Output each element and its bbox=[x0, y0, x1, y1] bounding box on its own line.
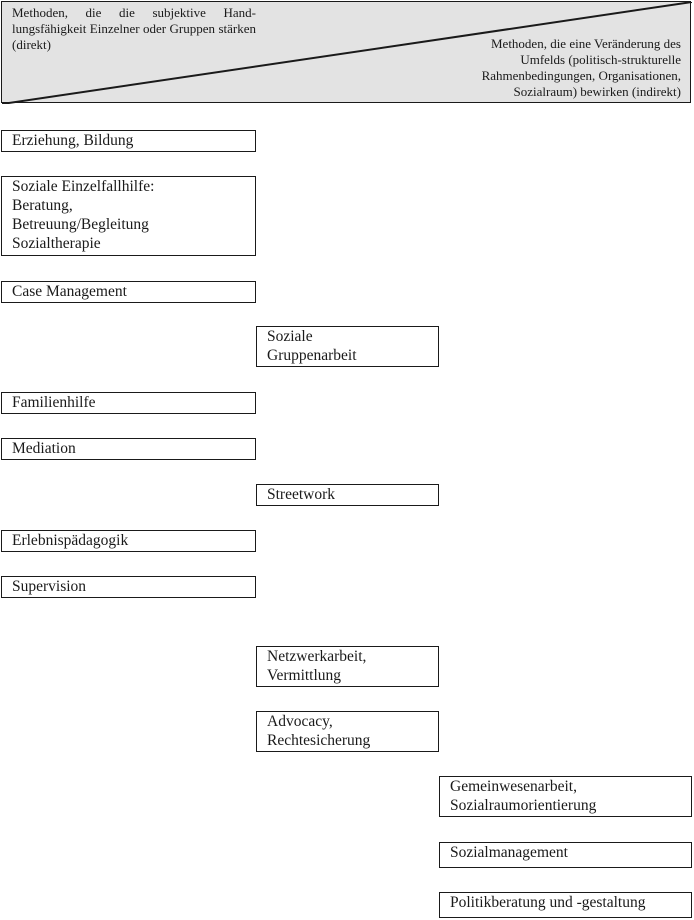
method-label: Soziale bbox=[267, 328, 313, 345]
method-label: Rechtesicherung bbox=[267, 732, 371, 749]
method-label: Familienhilfe bbox=[12, 394, 96, 411]
method-label: Sozialtherapie bbox=[12, 235, 101, 252]
method-label: Streetwork bbox=[267, 486, 336, 503]
method-label: Mediation bbox=[12, 440, 76, 457]
method-label: Politikberatung und -gestaltung bbox=[450, 894, 646, 911]
method-box-erlebnispaedagogik bbox=[1, 530, 256, 552]
method-label: Case Management bbox=[12, 283, 127, 300]
method-label: Beratung, bbox=[12, 197, 73, 214]
method-label: Betreuung/Begleitung bbox=[12, 216, 149, 233]
method-label: Sozialraumorientierung bbox=[450, 797, 597, 814]
method-label: Gruppenarbeit bbox=[267, 347, 357, 364]
method-label: Erlebnispädagogik bbox=[12, 532, 129, 549]
method-box-soziale-gruppenarbeit bbox=[256, 326, 439, 367]
header-indirect-methods-label: Methoden, die eine Veränderung des Umfelds (politisch-strukturelle Rahmenbedingungen, Organisationen, Sozialraum) bewirken (indirekt) bbox=[481, 36, 681, 99]
header-direct-methods-label: Methoden, die die subjektive Handlungsfähigkeit Einzelner oder Gruppen stärken (direkt) bbox=[12, 5, 256, 52]
method-box-streetwork bbox=[256, 484, 439, 506]
method-box-supervision bbox=[1, 576, 256, 598]
method-label: Supervision bbox=[12, 578, 87, 595]
method-label: Vermittlung bbox=[267, 667, 342, 684]
method-label: Advocacy, bbox=[267, 713, 333, 730]
method-box-mediation bbox=[1, 438, 256, 460]
method-label: Sozialmanagement bbox=[450, 844, 568, 861]
method-box-netzwerkarbeit bbox=[256, 646, 439, 687]
method-box-erziehung-bildung bbox=[1, 130, 256, 152]
method-label: Gemeinwesenarbeit, bbox=[450, 778, 577, 795]
method-box-advocacy bbox=[256, 711, 439, 752]
method-label: Netzwerkarbeit, bbox=[267, 648, 367, 665]
method-box-gemeinwesenarbeit bbox=[439, 776, 692, 817]
method-box-soziale-einzelfallhilfe bbox=[1, 176, 256, 256]
method-box-case-management bbox=[1, 281, 256, 303]
method-label: Erziehung, Bildung bbox=[12, 132, 134, 149]
method-box-familienhilfe bbox=[1, 392, 256, 414]
method-box-sozialmanagement bbox=[439, 842, 692, 868]
method-label: Soziale Einzelfallhilfe: bbox=[12, 178, 155, 195]
header-triangle-panel bbox=[1, 1, 691, 103]
method-box-politikberatung bbox=[439, 892, 692, 918]
